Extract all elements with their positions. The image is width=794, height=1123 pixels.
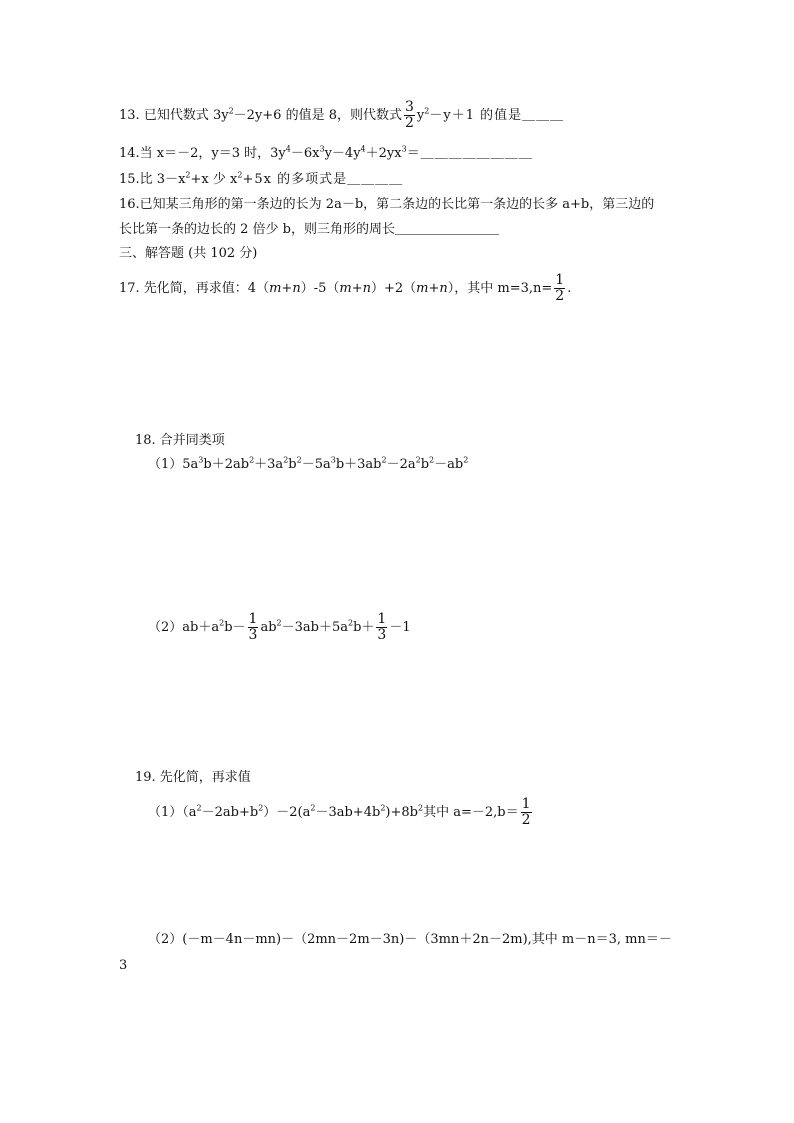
question-14-text-a: 14.当 x＝－2，y＝3 时，3y <box>119 146 286 161</box>
question-14-text-d: ＋2yx <box>365 146 402 161</box>
exponent: 2 <box>249 455 255 465</box>
expr-part: －3ab＋5a <box>281 620 348 635</box>
exponent: 2 <box>415 455 421 465</box>
fraction-1-2 <box>554 273 565 304</box>
question-15-text-c: +5x 的多项式是＿＿＿＿ <box>242 172 404 187</box>
exponent: 2 <box>310 803 316 813</box>
fraction-denominator: 2 <box>555 288 565 304</box>
question-15-text-b: +x 少 x <box>190 172 238 187</box>
exponent: 2 <box>276 618 282 628</box>
plus-sign: + <box>428 281 440 296</box>
fraction-1-3 <box>248 612 259 643</box>
question-13-text-d: －y＋1 的值是＿＿＿ <box>429 108 565 123</box>
exponent: 3 <box>401 144 407 154</box>
expr-part: －ab <box>434 457 464 472</box>
question-14 <box>119 146 533 162</box>
exponent: 2 <box>185 170 191 180</box>
exponent: 2 <box>228 106 234 116</box>
var-n: n <box>439 281 448 296</box>
fraction-numerator: 1 <box>521 796 531 812</box>
fraction-denominator: 2 <box>521 812 531 828</box>
var-n: n <box>362 281 371 296</box>
expr-part: （2）ab＋a <box>148 620 220 635</box>
expr-part: （1）5a <box>148 457 199 472</box>
question-18-part-1 <box>148 457 468 473</box>
fraction-numerator: 1 <box>555 272 565 288</box>
fraction-denominator: 3 <box>377 627 387 643</box>
plus-sign: + <box>281 281 293 296</box>
exponent: 2 <box>258 803 264 813</box>
fraction-denominator: 2 <box>405 115 414 131</box>
exponent: 2 <box>296 455 302 465</box>
question-17-text-b: ）-5（ <box>300 281 340 296</box>
question-13-text-c: y <box>416 108 425 123</box>
question-18-part-2 <box>148 612 411 643</box>
question-18-title: 18. 合并同类项 <box>135 433 225 448</box>
question-16-line-1: 16.已知某三角形的第一条边的长为 2a－b，第二条边的长比第一条边的长多 a+b，第三边的 <box>119 197 655 212</box>
question-17-text-e: . <box>567 281 572 296</box>
question-14-text-b: －6x <box>290 146 320 161</box>
question-13 <box>119 100 564 131</box>
expr-part: b＋ <box>353 620 375 635</box>
question-14-text-c: y－4y <box>324 146 361 161</box>
expr-part: b <box>420 457 430 472</box>
exponent: 2 <box>283 455 289 465</box>
var-n: n <box>292 281 301 296</box>
exponent: 2 <box>381 455 387 465</box>
expr-part: （1）（a <box>148 805 197 820</box>
question-13-number: 13. <box>119 108 140 123</box>
question-14-text-e: ＝＿＿＿＿＿＿＿＿ <box>406 146 533 161</box>
var-m: m <box>339 281 352 296</box>
question-19-part-1 <box>148 797 534 828</box>
expr-part: －3ab+4b <box>315 805 381 820</box>
expr-part: b＋2ab <box>203 457 250 472</box>
exponent: 2 <box>429 455 435 465</box>
expr-part: －1 <box>389 620 411 635</box>
exponent: 4 <box>285 144 291 154</box>
question-19-part-2-line-1: （2）(－m－4n－mn)－（2mn－2m－3n)－（3mn＋2n－2m),其中 m－n＝3, mn＝－ <box>148 932 672 947</box>
fraction-1-2 <box>521 797 532 828</box>
expr-part: )+8b <box>385 805 418 820</box>
expr-part: 其中 a=－2,b＝ <box>423 805 519 820</box>
question-13-text-b: －2y+6 的值是 8，则代数式 <box>233 108 402 123</box>
exponent: 4 <box>360 144 366 154</box>
question-13-text-a: 已知代数式 3y <box>143 108 229 123</box>
exponent: 3 <box>330 455 336 465</box>
question-15-text-a: 15.比 3－x <box>119 172 186 187</box>
exponent: 2 <box>219 618 225 628</box>
plus-sign: + <box>351 281 363 296</box>
exponent: 2 <box>196 803 202 813</box>
expr-part: ）－2(a <box>263 805 311 820</box>
expr-part: ab <box>260 620 277 635</box>
question-17-text-d: ），其中 m=3,n= <box>447 281 553 296</box>
exponent: 2 <box>237 170 243 180</box>
var-m: m <box>416 281 429 296</box>
fraction-3-2 <box>404 100 415 131</box>
fraction-denominator: 3 <box>248 627 258 643</box>
fraction-numerator: 1 <box>248 611 258 627</box>
fraction-numerator: 3 <box>405 99 414 115</box>
exponent: 2 <box>463 455 469 465</box>
question-17 <box>119 273 571 304</box>
section-title-answers: 三、解答题 (共 102 分) <box>119 246 258 261</box>
expr-part: －2ab+b <box>201 805 259 820</box>
expr-part: －5a <box>301 457 331 472</box>
fraction-numerator: 1 <box>377 611 387 627</box>
question-17-text-c: ）+2（ <box>370 281 417 296</box>
exponent: 2 <box>417 803 424 813</box>
expr-part: b＋3ab <box>335 457 382 472</box>
question-15 <box>119 172 403 188</box>
question-16-line-2: 长比第一条的边长的 2 倍少 b，则三角形的周长＿＿＿＿＿＿＿＿ <box>119 222 499 237</box>
expr-part: －2a <box>386 457 416 472</box>
question-17-text-a: 17. 先化简，再求值：4（ <box>119 281 270 296</box>
exponent: 3 <box>198 455 204 465</box>
exponent: 2 <box>424 106 430 116</box>
question-19-part-2-line-2: 3 <box>119 958 128 973</box>
expr-part: ＋3a <box>254 457 284 472</box>
exponent: 3 <box>319 144 325 154</box>
question-19-title: 19. 先化简，再求值 <box>135 770 251 785</box>
exponent: 2 <box>348 618 354 628</box>
fraction-1-3 <box>376 612 387 643</box>
exponent: 2 <box>380 803 386 813</box>
var-m: m <box>269 281 282 296</box>
expr-part: b <box>288 457 297 472</box>
expr-part: b－ <box>224 620 246 635</box>
